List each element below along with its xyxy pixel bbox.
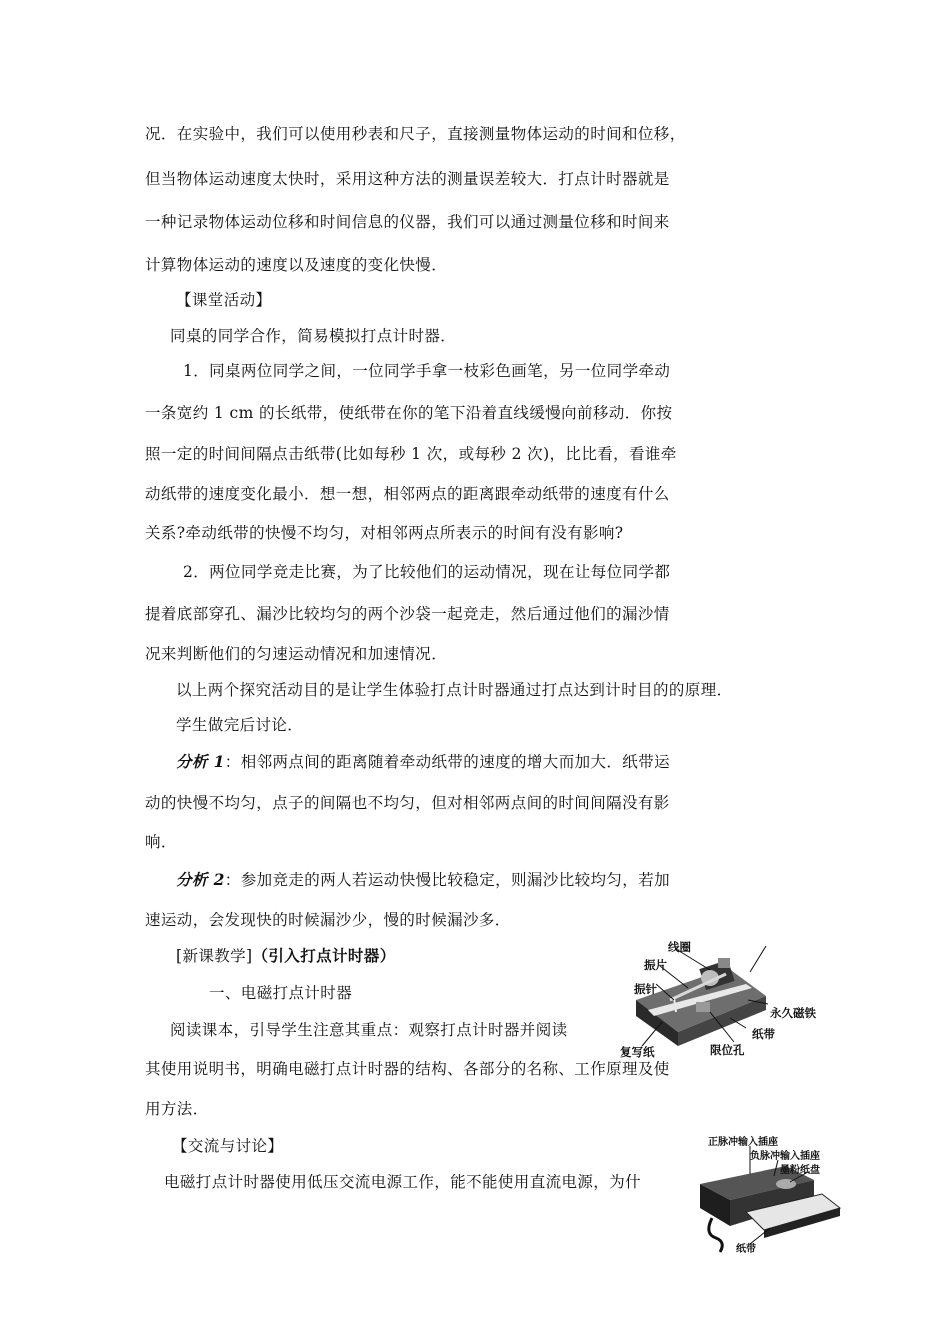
text-line: 关系?牵动纸带的快慢不均匀，对相邻两点所表示的时间有没有影响?: [145, 524, 624, 542]
copy-paper-label: 复写纸: [620, 1045, 655, 1059]
text-line: 速运动，会发现快的时候漏沙少，慢的时候漏沙多．: [145, 911, 511, 929]
text-line: 以上两个探究活动目的是让学生体验打点计时器通过打点达到计时目的的原理．: [176, 681, 733, 699]
text-line: 阅读课本，引导学生注意其重点：观察打点计时器并阅读: [170, 1021, 568, 1039]
text-line: 学生做完后讨论．: [176, 716, 304, 734]
text-line: 一条宽约 1 cm 的长纸带，使纸带在你的笔下沿着直线缓慢向前移动．你按: [145, 404, 673, 422]
analysis-2: [176, 870, 670, 890]
magnet-label: 永久磁铁: [770, 1006, 816, 1020]
subsection-title: 一、电磁打点计时器: [209, 984, 353, 1002]
spark-timer-figure: [690, 1138, 850, 1260]
text-line: 响．: [145, 833, 177, 851]
new-lesson-heading: [176, 946, 396, 966]
coil-label: 线圈: [668, 940, 691, 954]
vibrator-label: 振片: [644, 958, 667, 972]
analysis-1: [176, 752, 670, 772]
analysis-1-text: ：相邻两点间的距离随着牵动纸带的速度的增大而加大．纸带运: [224, 753, 670, 771]
text-line: 其使用说明书，明确电磁打点计时器的结构、各部分的名称、工作原理及使: [145, 1060, 670, 1078]
text-line: 照一定的时间间隔点击纸带(比如每秒 1 次，或每秒 2 次)，比比看，看谁牵: [145, 445, 677, 463]
text-line: 提着底部穿孔、漏沙比较均匀的两个沙袋一起竞走，然后通过他们的漏沙情: [145, 605, 670, 623]
text-line: 但当物体运动速度太快时，采用这种方法的测量误差较大．打点计时器就是: [145, 170, 670, 188]
analysis-1-label: 分析 1: [176, 752, 225, 771]
text-line: 用方法．: [145, 1100, 209, 1118]
analysis-2-label: 分析 2: [176, 870, 225, 889]
text-line: 2．两位同学竞走比赛，为了比较他们的运动情况，现在让每位同学都: [183, 563, 671, 581]
text-line: 动的快慢不均匀，点子的间隔也不均匀，但对相邻两点间的时间间隔没有影: [145, 794, 670, 812]
pos-socket-label: 正脉冲输入插座: [708, 1137, 778, 1148]
section-heading: 【交流与讨论】: [172, 1137, 284, 1155]
text-line: 一种记录物体运动位移和时间信息的仪器，我们可以通过测量位移和时间来: [145, 213, 670, 231]
tape-label: 纸带: [752, 1027, 775, 1041]
text-line: 况来判断他们的匀速运动情况和加速情况．: [145, 645, 448, 663]
neg-socket-label: 负脉冲输入插座: [750, 1151, 820, 1162]
text-line: 电磁打点计时器使用低压交流电源工作，能不能使用直流电源，为什: [164, 1173, 642, 1191]
limit-hole-label: 限位孔: [710, 1043, 745, 1057]
tape-label: 纸带: [736, 1244, 756, 1255]
text-line: 1．同桌两位同学之间，一位同学手拿一枝彩色画笔，另一位同学牵动: [183, 362, 671, 380]
analysis-2-text: ：参加竞走的两人若运动快慢比较稳定，则漏沙比较均匀，若加: [224, 871, 670, 889]
electromagnetic-timer-illustration: [618, 938, 818, 1058]
section-heading: 【课堂活动】: [176, 291, 272, 309]
text-line: 同桌的同学合作，简易模拟打点计时器．: [170, 327, 457, 345]
text-line: 况．在实验中，我们可以使用秒表和尺子，直接测量物体运动的时间和位移，: [145, 125, 686, 143]
new-lesson-title: （引入打点计时器）: [252, 947, 396, 965]
text-line: 动纸带的速度变化最小．想一想，相邻两点的距离跟牵动纸带的速度有什么: [145, 485, 670, 503]
ink-disk-label: 墨粉纸盘: [780, 1165, 820, 1176]
new-lesson-prefix: [新课教学]: [176, 947, 253, 965]
text-line: 计算物体运动的速度以及速度的变化快慢．: [145, 256, 448, 274]
electromagnetic-timer-figure: [618, 938, 818, 1058]
needle-label: 振针: [634, 982, 657, 996]
